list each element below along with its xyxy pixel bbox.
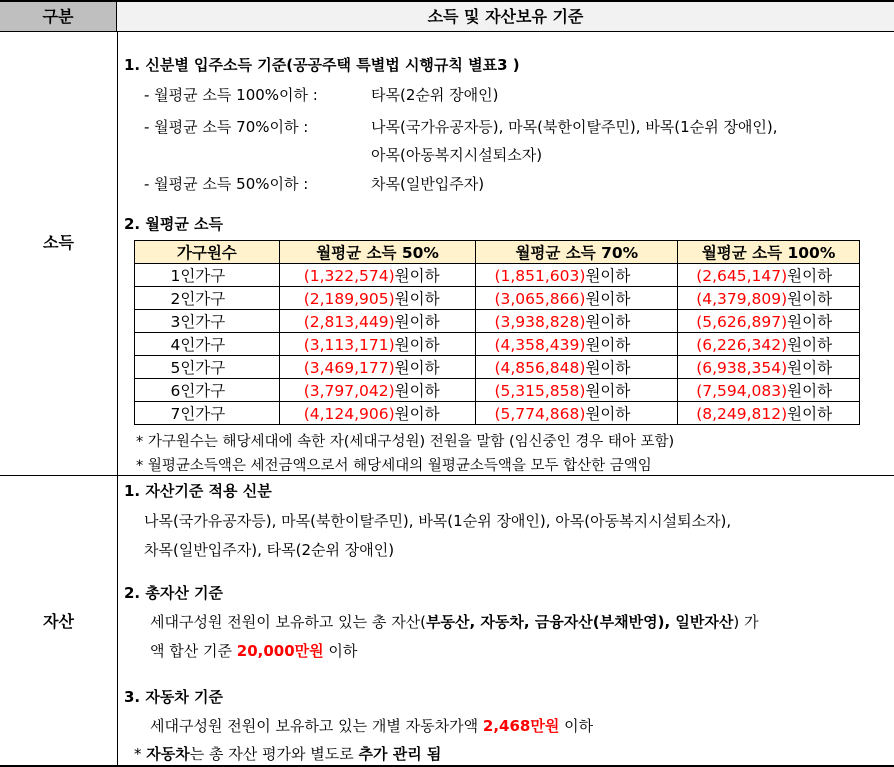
income-value-cell <box>279 264 476 287</box>
income-amount: (3,065,866) <box>494 290 586 308</box>
header-title: 소득 및 자산보유 기준 <box>117 2 894 31</box>
asset-s1-title: 1. 자산기준 적용 신분 <box>124 482 272 500</box>
income-value-cell <box>279 402 476 425</box>
asset-s1-line: 차목(일반입주자), 타목(2순위 장애인) <box>144 541 395 559</box>
asset-s2-title: 2. 총자산 기준 <box>124 584 224 602</box>
section-divider <box>0 475 894 476</box>
income-amount: (4,379,809) <box>696 290 788 308</box>
income-suffix: 원이하 <box>787 336 833 354</box>
household-size-cell: 7인가구 <box>135 402 280 425</box>
income-suffix: 원이하 <box>585 313 631 331</box>
income-suffix: 원이하 <box>585 405 631 423</box>
income-amount: (6,938,354) <box>696 359 788 377</box>
asset-s2-text: ) 가 <box>733 613 759 631</box>
household-size-cell: 3인가구 <box>135 310 280 333</box>
asset-s3-text: 이하 <box>559 717 594 735</box>
income-suffix: 원이하 <box>787 267 833 285</box>
col-header-50: 월평균 소득 50% <box>279 241 476 264</box>
income-line-label: - 월평균 소득 50%이하 : <box>144 175 309 193</box>
income-value-cell <box>476 379 678 402</box>
income-value-cell <box>279 379 476 402</box>
income-amount: (2,813,449) <box>303 313 395 331</box>
income-line-value: 나목(국가유공자등), 마목(북한이탈주민), 바목(1순위 장애인), <box>371 118 778 136</box>
household-size-cell: 5인가구 <box>135 356 280 379</box>
header-row <box>0 2 894 32</box>
col-header-100: 월평균 소득 100% <box>678 241 860 264</box>
income-value-cell <box>279 310 476 333</box>
income-value-cell <box>678 333 860 356</box>
income-amount: (3,469,177) <box>303 359 395 377</box>
income-suffix: 원이하 <box>585 382 631 400</box>
income-value-cell <box>476 333 678 356</box>
income-value-cell <box>476 287 678 310</box>
income-amount: (8,249,812) <box>696 405 788 423</box>
income-suffix: 원이하 <box>585 359 631 377</box>
income-suffix: 원이하 <box>585 336 631 354</box>
income-value-cell <box>476 264 678 287</box>
asset-note-text: 는 총 자산 평가와 별도로 <box>189 745 359 763</box>
income-suffix: 원이하 <box>394 359 440 377</box>
income-table-row <box>135 402 860 425</box>
income-suffix: 원이하 <box>585 290 631 308</box>
income-amount: (3,797,042) <box>303 382 395 400</box>
income-amount: (4,358,439) <box>494 336 586 354</box>
income-suffix: 원이하 <box>585 267 631 285</box>
header-category: 구분 <box>0 2 117 31</box>
asset-s3-text: 세대구성원 전원이 보유하고 있는 개별 자동차가액 <box>150 717 483 735</box>
income-table-row <box>135 310 860 333</box>
income-value-cell <box>476 402 678 425</box>
asset-car-limit: 2,468만원 <box>482 717 560 735</box>
asset-s2-text: 이하 <box>323 642 358 660</box>
income-suffix: 원이하 <box>394 336 440 354</box>
income-suffix: 원이하 <box>394 405 440 423</box>
income-table-row <box>135 356 860 379</box>
income-table-row <box>135 287 860 310</box>
income-amount: (7,594,083) <box>696 382 788 400</box>
household-size-cell: 2인가구 <box>135 287 280 310</box>
income-value-cell <box>476 356 678 379</box>
asset-total-limit: 20,000만원 <box>236 642 324 660</box>
asset-note-bold: 자동차 <box>146 745 190 763</box>
income-line-value: 차목(일반입주자) <box>371 175 485 193</box>
income-category-label: 소득 <box>43 233 74 252</box>
household-size-cell: 1인가구 <box>135 264 280 287</box>
income-suffix: 원이하 <box>394 313 440 331</box>
income-amount: (1,322,574) <box>303 267 395 285</box>
income-suffix: 원이하 <box>787 290 833 308</box>
asset-s2-line2 <box>150 640 357 661</box>
income-note: * 월평균소득액은 세전금액으로서 해당세대의 월평균소득액을 모두 합산한 금액임 <box>136 458 652 474</box>
income-value-cell <box>678 379 860 402</box>
income-amount: (1,851,603) <box>494 267 586 285</box>
income-suffix: 원이하 <box>787 382 833 400</box>
income-value-cell <box>476 310 678 333</box>
col-header-70: 월평균 소득 70% <box>476 241 678 264</box>
household-size-cell: 4인가구 <box>135 333 280 356</box>
income-amount: (5,774,868) <box>494 405 586 423</box>
income-value-cell <box>678 264 860 287</box>
income-amount: (3,938,828) <box>494 313 586 331</box>
income-s1-title: 1. 신분별 입주소득 기준(공공주택 특별법 시행규칙 별표3 ) <box>124 56 520 74</box>
income-line-label: - 월평균 소득 70%이하 : <box>144 118 309 136</box>
income-note: * 가구원수는 해당세대에 속한 자(세대구성원) 전원을 말함 (임신중인 경우 태아 포함) <box>136 434 675 450</box>
asset-s2-bold: 부동산, 자동차, 금융자산(부채반영), 일반자산 <box>426 613 734 631</box>
income-value-cell <box>279 356 476 379</box>
income-line-value: 타목(2순위 장애인) <box>371 86 499 104</box>
asset-note <box>134 743 441 764</box>
income-s2-title: 2. 월평균 소득 <box>124 215 224 233</box>
income-line-label: - 월평균 소득 100%이하 : <box>144 86 318 104</box>
income-value-cell <box>279 333 476 356</box>
asset-s3-line <box>150 715 593 736</box>
income-value-cell <box>678 402 860 425</box>
income-suffix: 원이하 <box>787 405 833 423</box>
income-suffix: 원이하 <box>787 313 833 331</box>
asset-s1-line: 나목(국가유공자등), 마목(북한이탈주민), 바목(1순위 장애인), 아목(아동복지시설퇴소자), <box>144 512 732 530</box>
income-table-row <box>135 333 860 356</box>
income-amount: (2,189,905) <box>303 290 395 308</box>
income-line-value: 아목(아동복지시설퇴소자) <box>371 146 543 164</box>
income-value-cell <box>678 356 860 379</box>
income-table-row <box>135 264 860 287</box>
col-header-household: 가구원수 <box>135 241 280 264</box>
income-table <box>134 240 860 425</box>
asset-s2-text: 세대구성원 전원이 보유하고 있는 총 자산( <box>150 613 427 631</box>
income-amount: (5,315,858) <box>494 382 586 400</box>
income-suffix: 원이하 <box>394 267 440 285</box>
income-value-cell <box>678 287 860 310</box>
income-table-row <box>135 379 860 402</box>
income-table-header-row <box>135 241 860 264</box>
income-suffix: 원이하 <box>394 290 440 308</box>
income-amount: (4,124,906) <box>303 405 395 423</box>
income-suffix: 원이하 <box>394 382 440 400</box>
income-amount: (6,226,342) <box>696 336 788 354</box>
income-amount: (2,645,147) <box>696 267 788 285</box>
asset-note-text: * <box>134 745 147 763</box>
column-divider <box>117 32 118 767</box>
asset-category-label: 자산 <box>43 612 74 631</box>
asset-s2-text: 액 합산 기준 <box>150 642 237 660</box>
income-value-cell <box>279 287 476 310</box>
asset-s3-title: 3. 자동차 기준 <box>124 688 224 706</box>
asset-note-bold: 추가 관리 됨 <box>358 745 442 763</box>
income-amount: (4,856,848) <box>494 359 586 377</box>
asset-s2-line1 <box>150 611 758 632</box>
income-value-cell <box>678 310 860 333</box>
income-amount: (3,113,171) <box>303 336 395 354</box>
income-suffix: 원이하 <box>787 359 833 377</box>
household-size-cell: 6인가구 <box>135 379 280 402</box>
income-amount: (5,626,897) <box>696 313 788 331</box>
